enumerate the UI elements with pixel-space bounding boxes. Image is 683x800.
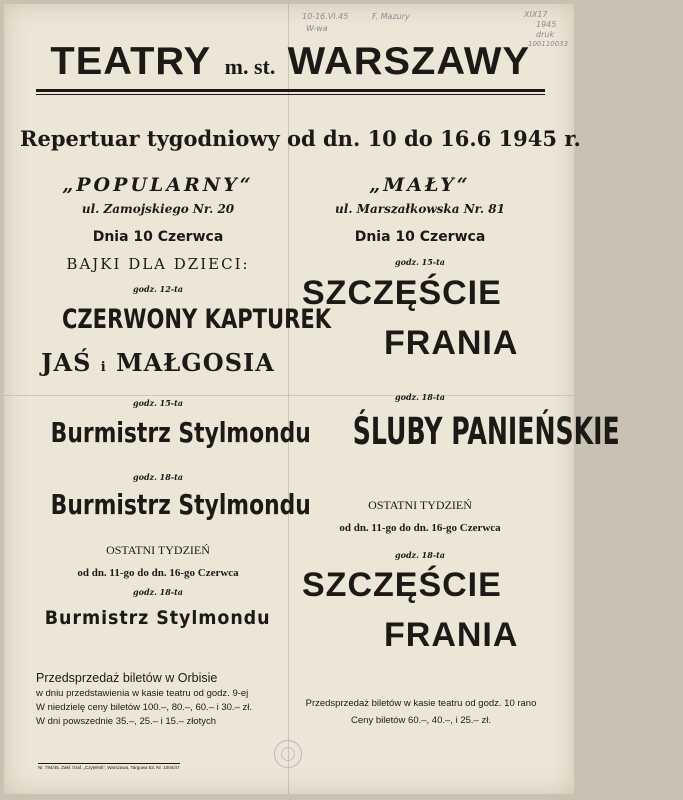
range-right: od dn. 11-go do dn. 16-go Czerwca bbox=[339, 522, 501, 534]
presale-left-4: W dni powszednie 35.–, 25.– i 15.– złotych bbox=[36, 716, 217, 727]
play-malgosia: MAŁGOSIA bbox=[116, 348, 275, 377]
last-week-right: OSTATNI TYDZIEŃ bbox=[368, 498, 472, 512]
title-warszawy: WARSZAWY bbox=[288, 40, 531, 83]
archive-note-ref-2: 1945 bbox=[536, 20, 557, 29]
play-czerwony-kapturek-wrap bbox=[24, 304, 332, 335]
play-jas-malgosia bbox=[20, 348, 296, 377]
play-jas: JAŚ bbox=[41, 348, 92, 377]
title-teatry: TEATRY bbox=[50, 40, 212, 83]
last-week-left: OSTATNI TYDZIEŃ bbox=[106, 543, 210, 557]
archive-note-date: 10-16.VI.45 bbox=[302, 12, 349, 21]
header-rule-thick bbox=[36, 89, 545, 92]
play-szczescie-2: SZCZĘŚCIE bbox=[302, 566, 502, 604]
poster-title bbox=[34, 40, 546, 84]
play-conj-i: i bbox=[100, 360, 107, 375]
time-right-3: godz. 18-ta bbox=[395, 550, 445, 560]
presale-left-2: w dniu przedstawienia w kasie teatru od godz. 9-ej bbox=[36, 688, 249, 699]
time-left-3: godz. 18-ta bbox=[133, 472, 183, 482]
archive-note-city: W-wa bbox=[306, 24, 328, 33]
time-left-1: godz. 12-ta bbox=[133, 284, 183, 294]
printer-imprint: Nr. 784/45. Zakł. Graf. „Czytelnik“, Warszawa, Targowa 63. Nr. 1004/47 bbox=[38, 765, 180, 770]
play-czerwony-kapturek: CZERWONY KAPTUREK bbox=[61, 304, 332, 335]
fold-line-vertical bbox=[288, 4, 289, 794]
theatre-name-popularny: „POPULARNY“ bbox=[62, 174, 254, 196]
header-rule-thin bbox=[36, 94, 545, 95]
play-burmistrz-3-wrap bbox=[24, 607, 292, 629]
play-burmistrz-2-wrap bbox=[14, 488, 311, 521]
archive-note-ref-1: XIX17 bbox=[524, 10, 548, 19]
theatre-name-maly: „MAŁY“ bbox=[369, 174, 471, 196]
time-right-2: godz. 18-ta bbox=[395, 392, 445, 402]
date-popularny: Dnia 10 Czerwca bbox=[92, 229, 224, 245]
play-szczescie-1: SZCZĘŚCIE bbox=[302, 274, 502, 312]
play-frania-2: FRANIA bbox=[384, 616, 519, 654]
time-left-2: godz. 15-ta bbox=[133, 398, 183, 408]
section-bajki: BAJKI DLA DZIECI: bbox=[66, 255, 250, 273]
date-maly: Dnia 10 Czerwca bbox=[354, 229, 486, 245]
archive-note-ref-4: 100110033 bbox=[528, 40, 569, 48]
range-left: od dn. 11-go do dn. 16-go Czerwca bbox=[77, 567, 239, 579]
play-burmistrz-3: Burmistrz Stylmondu bbox=[45, 607, 271, 629]
presale-left-3: W niedzielę ceny biletów 100.–, 80.–, 60.– i 30.– zł. bbox=[36, 702, 252, 713]
archive-note-ref-3: druk bbox=[536, 30, 555, 39]
time-left-4: godz. 18-ta bbox=[133, 587, 183, 597]
address-maly: ul. Marszałkowska Nr. 81 bbox=[335, 202, 505, 216]
play-burmistrz-1: Burmistrz Stylmondu bbox=[50, 416, 311, 449]
archive-note-name: F. Mazury bbox=[372, 12, 410, 21]
play-sluby-panienskie: ŚLUBY PANIEŃSKIE bbox=[352, 410, 620, 453]
title-mst: m. st. bbox=[224, 54, 276, 79]
presale-left-1: Przedsprzedaż biletów w Orbisie bbox=[36, 671, 218, 685]
repertoire-subtitle: Repertuar tygodniowy od dn. 10 do 16.6 1945 r. bbox=[20, 126, 581, 151]
play-burmistrz-2: Burmistrz Stylmondu bbox=[50, 488, 311, 521]
play-burmistrz-1-wrap bbox=[14, 416, 311, 449]
play-frania-1: FRANIA bbox=[384, 324, 519, 362]
presale-right-2: Ceny biletów 60.–, 40.–, i 25.– zł. bbox=[351, 715, 491, 726]
time-right-1: godz. 15-ta bbox=[395, 257, 445, 267]
library-stamp bbox=[274, 740, 302, 768]
play-sluby-wrap bbox=[290, 410, 620, 453]
address-popularny: ul. Zamojskiego Nr. 20 bbox=[81, 202, 235, 216]
presale-right-1: Przedsprzedaż biletów w kasie teatru od godz. 10 rano bbox=[305, 698, 537, 709]
